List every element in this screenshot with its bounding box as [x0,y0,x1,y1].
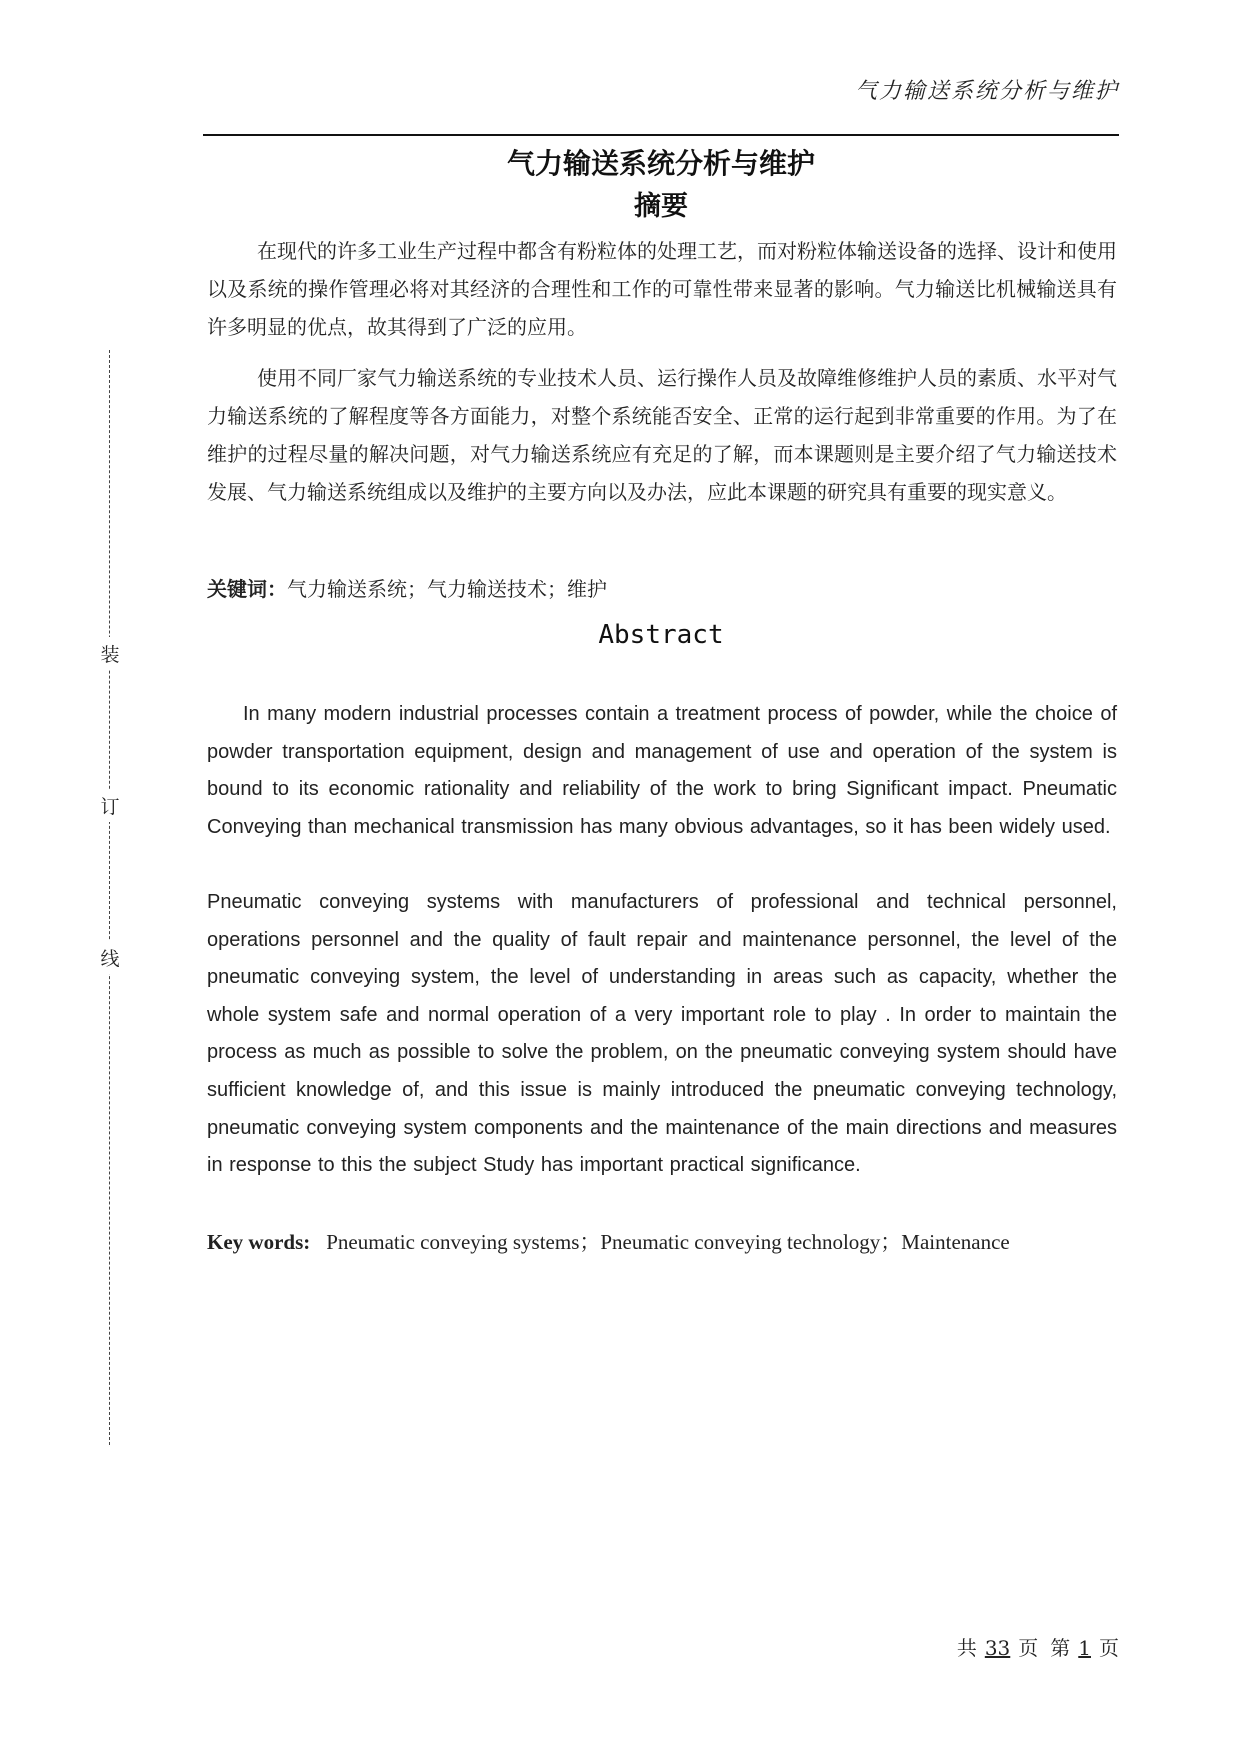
binding-margin-line [109,350,110,1445]
footer-total-prefix: 共 [956,1636,977,1660]
footer-current-prefix: 第 [1050,1636,1071,1660]
english-abstract-paragraph-1: In many modern industrial processes contain a treatment process of powder, while the choice of powder transportation equipment, design and management of use and operation of the system is bound to its economic rationality and reliability of the work to bring Significant impact. Pneumatic Conveying than mechanical transmission has many obvious advantages, so it has been widely used. [207,703,1117,838]
english-abstract-heading: Abstract [598,620,724,650]
binding-char-zhuang: 装 [99,637,121,670]
header-rule [203,134,1119,136]
running-header: 气力输送系统分析与维护 [854,79,1119,104]
chinese-keywords [207,573,1117,602]
english-keywords [207,1226,1117,1256]
binding-char-xian: 线 [99,941,121,974]
footer-current-page: 1 [1078,1636,1091,1660]
document-title: 气力输送系统分析与维护 [506,147,815,180]
footer-total-pages: 33 [984,1636,1011,1660]
binding-char-ding: 订 [99,789,121,822]
english-abstract-paragraph-2: Pneumatic conveying systems with manufacturers of professional and technical personnel, operations personnel and the quality of fault repair and maintenance personnel, the level of the pneumatic conveying system, the level of understanding in areas such as capacity, whether the whole system safe and normal operation of a very important role to play . In order to maintain the process as much as possible to solve the problem, on the pneumatic conveying system should have sufficient knowledge of, and this issue is mainly introduced the pneumatic conveying technology, pneumatic conveying system components and the maintenance of the main directions and measures in response to this the subject Study has important practical significance. [207,891,1117,1177]
chinese-keywords-label: 关键词： [207,577,287,601]
abstract-heading: 摘要 [634,191,688,222]
english-keywords-label: Key words: [207,1230,311,1254]
chinese-keywords-text: 气力输送系统；气力输送技术；维护 [287,577,607,601]
chinese-abstract-paragraph-1: 在现代的许多工业生产过程中都含有粉粒体的处理工艺，而对粉粒体输送设备的选择、设计和使用以及系统的操作管理必将对其经济的合理性和工作的可靠性带来显著的影响。气力输送比机械输送具有许多明显的优点，故其得到了广泛的应用。 [207,239,1117,339]
page-footer [957,1632,1119,1661]
footer-total-suffix: 页 [1018,1636,1039,1660]
chinese-abstract-paragraph-2: 使用不同厂家气力输送系统的专业技术人员、运行操作人员及故障维修维护人员的素质、水平对气力输送系统的了解程度等各方面能力，对整个系统能否安全、正常的运行起到非常重要的作用。为了在维护的过程尽量的解决问题，对气力输送系统应有充足的了解，而本课题则是主要介绍了气力输送技术发展、气力输送系统组成以及维护的主要方向以及办法，应此本课题的研究具有重要的现实意义。 [207,366,1117,504]
english-keywords-text: Pneumatic conveying systems；Pneumatic conveying technology；Maintenance [326,1230,1010,1254]
footer-current-suffix: 页 [1099,1636,1119,1660]
